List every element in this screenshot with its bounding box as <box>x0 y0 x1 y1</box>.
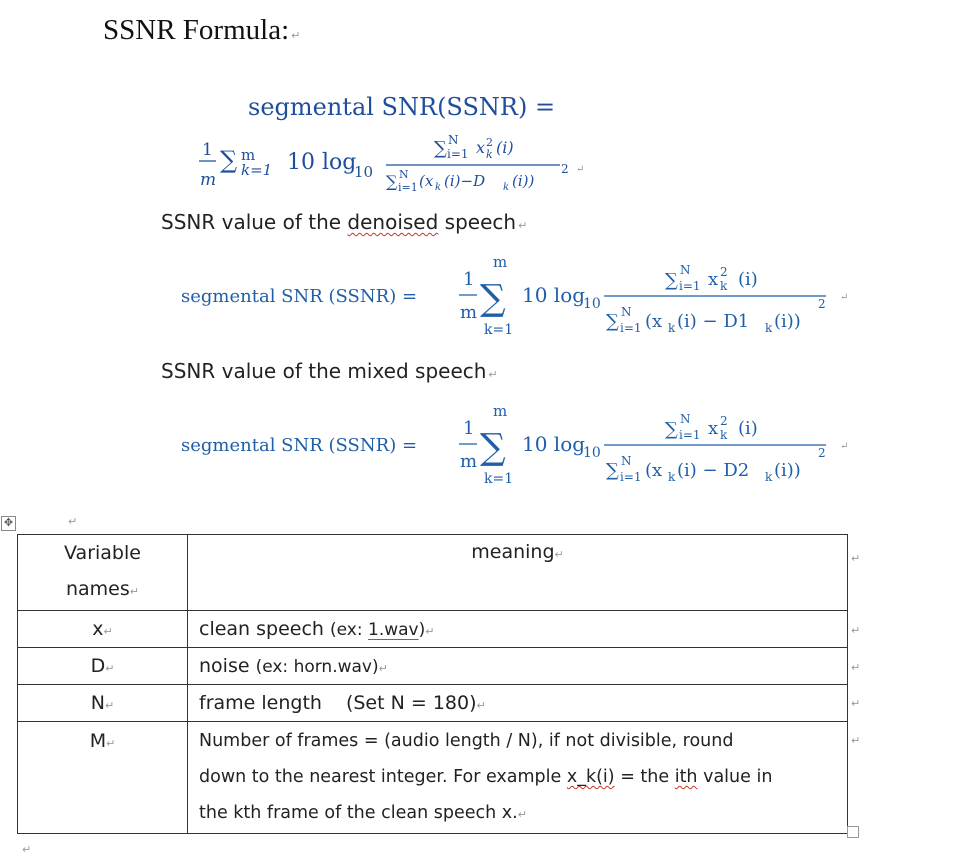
row-end-mark: ↵ <box>851 697 861 710</box>
formula1-num-term: x <box>476 138 486 157</box>
paragraph-mark: ↵ <box>68 515 78 528</box>
formula3-num-term-sub: k <box>720 428 728 442</box>
cell-mark: ↵ <box>554 548 564 561</box>
formula3-num-term-sup: 2 <box>720 414 728 428</box>
variables-table <box>17 534 848 834</box>
formula2-num-sup: N <box>680 263 691 277</box>
formula3-lhs: segmental SNR (SSNR) = <box>181 435 418 456</box>
formula2-equation <box>178 250 858 342</box>
formula3-num-term: x <box>708 418 719 439</box>
header-meaning: meaning↵ <box>188 535 848 611</box>
formula1-den-mid-sub: k <box>503 182 510 193</box>
paragraph-mark: ↵ <box>518 219 528 232</box>
formula3-den-mid: (i) − D2 <box>677 460 750 481</box>
formula1-sum-lower: k=1 <box>241 161 273 179</box>
formula2-den-sup: N <box>621 305 632 319</box>
formula1-den-sub: i=1 <box>398 181 418 194</box>
formula3-den-sup: N <box>621 454 632 468</box>
formula3-log: 10 log <box>522 432 586 456</box>
formula2-den-open: (x <box>645 311 663 332</box>
formula1-num-sum: ∑ <box>434 138 447 159</box>
formula3-frac-den: m <box>460 451 478 472</box>
paragraph-mark: ↵ <box>840 292 849 303</box>
formula1-log-base: 10 <box>354 163 374 181</box>
formula3-frac-num: 1 <box>463 418 475 439</box>
formula2-frac-den: m <box>460 302 478 323</box>
formula2-den-end: (i)) <box>774 311 801 332</box>
formula1-num-term-sub: k <box>486 148 493 161</box>
formula1-num-sup: N <box>448 133 459 147</box>
formula1-den-term-sub: k <box>435 182 442 193</box>
formula2-num-term-sub: k <box>720 279 728 293</box>
spellcheck-word: 1.wav <box>368 620 419 640</box>
table-header-row <box>18 535 848 611</box>
paragraph-mark: ↵ <box>488 368 498 381</box>
formula3-den-sum: ∑ <box>606 460 619 481</box>
formula3-num-sub: i=1 <box>679 428 701 442</box>
table-row <box>18 611 848 648</box>
formula2-den-sub-k: k <box>668 321 676 335</box>
table-row <box>18 648 848 685</box>
page-title: SSNR Formula: ↵ <box>103 14 301 46</box>
paragraph-mark: ↵ <box>576 164 585 175</box>
caption-mixed: SSNR value of the mixed speech ↵ <box>161 359 498 383</box>
caption-denoised: SSNR value of the denoised speech ↵ <box>161 210 528 234</box>
formula3-den-mid-sub: k <box>765 470 773 484</box>
formula3-sum: ∑ <box>480 427 506 468</box>
formula1-num-sub: i=1 <box>447 147 469 161</box>
formula2-frac-num: 1 <box>463 269 475 290</box>
formula1-den-sup: N <box>399 168 409 181</box>
formula2-num-sub: i=1 <box>679 279 701 293</box>
formula2-den-mid-sub: k <box>765 321 773 335</box>
formula3-den-sub-k: k <box>668 470 676 484</box>
row-end-mark: ↵ <box>851 661 861 674</box>
formula3-den-sub: i=1 <box>620 470 642 484</box>
table-move-handle-icon[interactable]: ✥ <box>1 516 16 531</box>
formula2-den-exp: 2 <box>818 297 826 311</box>
formula1-num-arg: (i) <box>496 138 514 157</box>
table-resize-handle[interactable] <box>847 826 859 838</box>
row-end-mark: ↵ <box>851 552 861 565</box>
header-variable-names: Variable names↵ <box>18 535 188 611</box>
formula2-sum-upper: m <box>493 253 508 271</box>
formula1-num-term-sup: 2 <box>486 136 493 149</box>
formula1-den-end: (i)) <box>512 172 535 190</box>
formula1-sum-upper: m <box>241 146 256 164</box>
formula2-sum-lower: k=1 <box>484 322 514 338</box>
formula2-num-arg: (i) <box>738 269 758 290</box>
formula1-den-term: (x <box>419 172 434 190</box>
paragraph-mark: ↵ <box>840 441 849 452</box>
formula3-num-arg: (i) <box>738 418 758 439</box>
formula2-den-mid: (i) − D1 <box>677 311 750 332</box>
formula3-sum-lower: k=1 <box>484 471 514 487</box>
formula2-log: 10 log <box>522 283 586 307</box>
cell-meaning-d: noise (ex: horn.wav)↵ <box>188 648 848 685</box>
formula1-sum: ∑ <box>220 146 238 174</box>
spellcheck-word: denoised <box>347 210 439 234</box>
paragraph-mark: ↵ <box>22 843 32 856</box>
formula3-den-open: (x <box>645 460 663 481</box>
formula1-den-sum: ∑ <box>386 172 398 191</box>
formula1-frac-den: m <box>200 170 217 190</box>
cell-var-m: M↵ <box>18 722 188 834</box>
formula2-den-sub: i=1 <box>620 321 642 335</box>
row-end-mark: ↵ <box>851 734 861 747</box>
cell-meaning-x: clean speech (ex: 1.wav)↵ <box>188 611 848 648</box>
formula3-num-sum: ∑ <box>665 419 678 440</box>
formula3-log-base: 10 <box>583 445 601 461</box>
formula2-lhs: segmental SNR (SSNR) = <box>181 286 418 307</box>
formula2-num-term-sup: 2 <box>720 265 728 279</box>
formula3-equation <box>178 399 858 491</box>
formula1-log: 10 log <box>287 150 357 175</box>
cell-var-x: x↵ <box>18 611 188 648</box>
row-end-mark: ↵ <box>851 624 861 637</box>
formula3-den-exp: 2 <box>818 446 826 460</box>
formula3-num-sup: N <box>680 412 691 426</box>
spellcheck-word: ith <box>674 767 698 787</box>
formula2-sum: ∑ <box>480 278 506 319</box>
formula3-den-end: (i)) <box>774 460 801 481</box>
formula1-frac-num: 1 <box>202 140 213 160</box>
formula2-den-sum: ∑ <box>606 311 619 332</box>
formula1-equation <box>190 130 610 198</box>
formula2-num-sum: ∑ <box>665 270 678 291</box>
table-row <box>18 685 848 722</box>
formula1-den-exp: 2 <box>561 162 569 176</box>
formula1-den-mid: (i)−D <box>444 172 486 190</box>
paragraph-mark: ↵ <box>291 29 301 42</box>
table-row <box>18 722 848 834</box>
cell-meaning-n: frame length (Set N = 180)↵ <box>188 685 848 722</box>
cell-mark: ↵ <box>129 585 139 598</box>
formula2-log-base: 10 <box>583 296 601 312</box>
cell-var-n: N↵ <box>18 685 188 722</box>
formula3-sum-upper: m <box>493 402 508 420</box>
formula2-num-term: x <box>708 269 719 290</box>
cell-meaning-m: Number of frames = (audio length / N), if not divisible, round down to the nearest integer. For example x_k(i) = the ith value in the kth frame of the clean speech x.↵ <box>188 722 848 834</box>
formula1-lhs: segmental SNR(SSNR) = <box>248 93 556 121</box>
cell-var-d: D↵ <box>18 648 188 685</box>
spellcheck-word: x_k(i) <box>566 767 615 787</box>
